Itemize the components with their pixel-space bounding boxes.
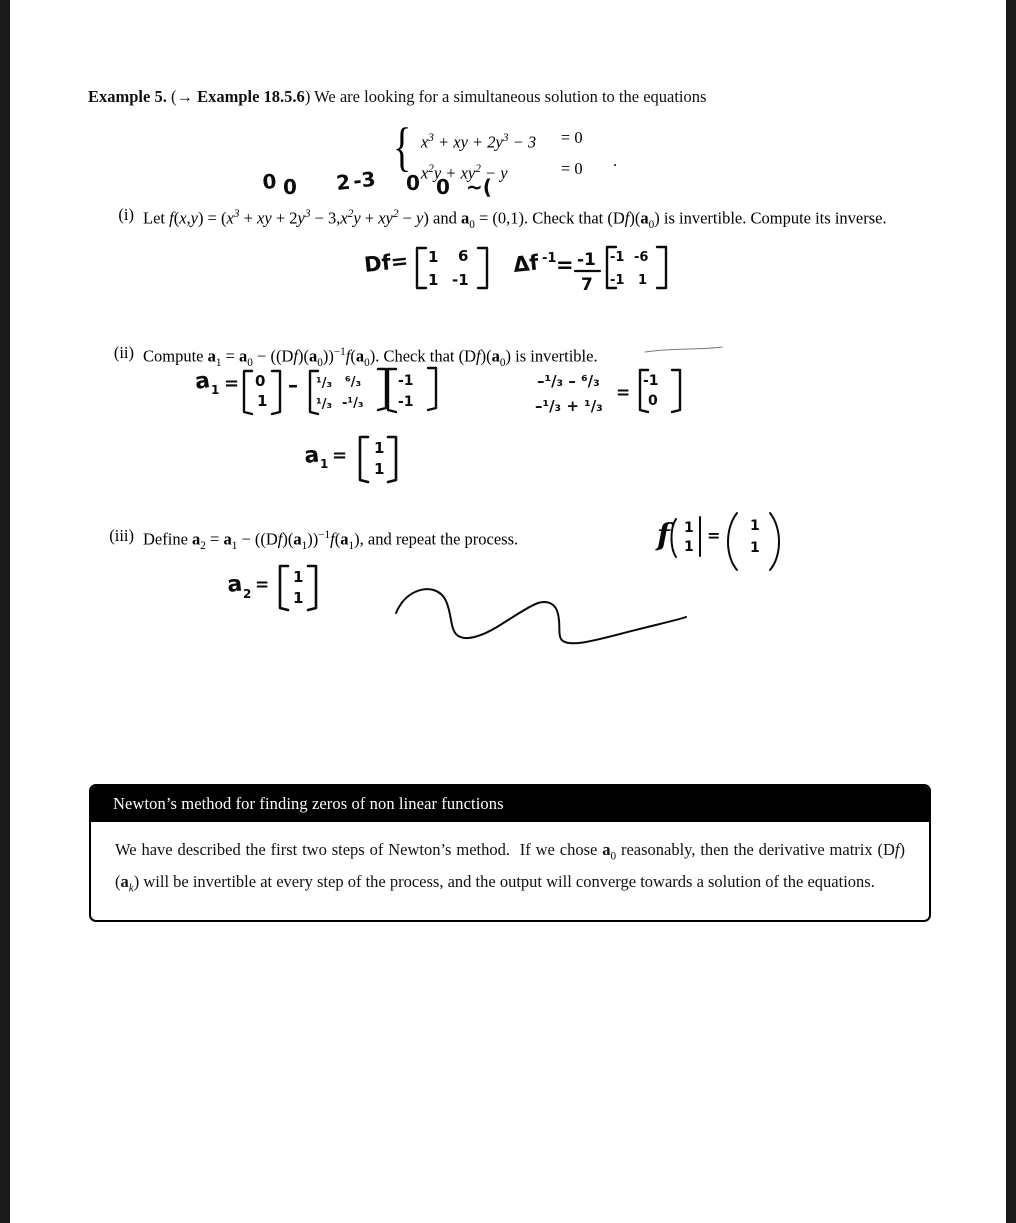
example-heading-sentence: We are looking for a simultaneous solution to the equations — [314, 87, 707, 106]
ink-jacobian-a21: 1 — [428, 271, 439, 289]
ink-eqmark-0c: 0 — [406, 171, 420, 195]
list-item-iii — [100, 524, 720, 558]
item-number: (iii) — [109, 526, 134, 545]
ink-eqmark-0d: 0 — [436, 175, 450, 199]
ink-a1-e1: 1 — [374, 439, 385, 457]
callout-title: Newton’s method for finding zeros of non linear functions — [91, 786, 929, 822]
item-number: (i) — [118, 205, 134, 224]
system-brace: { — [393, 117, 412, 177]
equation-lhs: $x^2y + xy^2 - y$ — [420, 162, 508, 182]
equation-trailing-period: . — [613, 151, 618, 170]
ink-eqmark-minus1: ~( — [466, 175, 492, 199]
ink-check-output-paren-left — [728, 513, 737, 570]
equation-row — [421, 125, 605, 156]
ink-jacobian-a11: 1 — [428, 248, 439, 266]
ink-check-f-label: f — [657, 518, 670, 553]
ink-jacobian-a22: -1 — [452, 271, 469, 289]
ink-step1-m22: -¹/₃ — [342, 396, 364, 411]
equation-lhs: $x^3$ + xy + $2y^3 - 3$ — [420, 132, 537, 152]
ink-step1-a0-e1: 0 — [255, 372, 266, 390]
ink-jacobian-a12: 6 — [458, 247, 469, 265]
ink-step1-m12: ⁶/₃ — [345, 375, 362, 390]
example-reference-open: (→ — [170, 87, 198, 106]
ink-step1-vec-bracket-left — [388, 369, 396, 412]
ink-step1-m11: ¹/₃ — [316, 376, 333, 391]
ink-step1-v1: -1 — [398, 373, 414, 389]
example-heading — [88, 86, 706, 108]
ink-jacobian-bracket-right — [478, 248, 487, 288]
ink-step1-a0-e2: 1 — [257, 392, 268, 410]
ink-step1-minus: – — [288, 373, 298, 397]
item-text: Let $f(x,y) = (x^3$ + xy + $2y^3 - 3,x^2y + xy^2 - y$) and $a_0 = (0,1)$. Check that $(Df)(a_0)$ is invertible. Compute its inverse. — [143, 208, 887, 231]
ink-step1-label: a — [193, 368, 212, 395]
ink-jacobian-bracket-left — [417, 248, 426, 288]
ink-step1-a0-bracket-left — [244, 371, 252, 414]
ink-a1-label: a — [303, 442, 321, 469]
ink-eqmark-0a: 0 — [261, 169, 278, 194]
ink-a2-label: a — [226, 571, 244, 598]
item-number: (ii) — [113, 343, 134, 362]
example-heading-label: Example 5. — [88, 87, 167, 106]
ink-a2-equals: = — [255, 575, 270, 595]
ink-step1-matrix-bracket-right — [378, 369, 386, 410]
ink-jacobian-inverse-equals: = — [556, 253, 574, 277]
example-reference: Example 18.5.6 — [197, 87, 305, 106]
ink-jacobian-inverse-label: Δf — [512, 250, 540, 277]
ink-work-equals: = — [616, 383, 631, 403]
equation-rhs: = 0 — [560, 158, 583, 178]
ink-check-input-e1: 1 — [684, 520, 694, 536]
ink-step1-label-sub: 1 — [211, 383, 220, 397]
ink-a1-bracket-left — [360, 437, 368, 482]
ink-inverse-a22: 1 — [638, 273, 648, 288]
ink-check-input-e2: 1 — [684, 539, 694, 555]
item-text: Compute $a_1 = a_0 - ((Df)(a_0))^{-1}f(a_0)$. Check that $(Df)(a_0)$ is invertible. — [143, 346, 598, 369]
item-text: Define $a_2 = a_1 - ((Df)(a_1))^{-1}f(a_1)$, and repeat the process. — [143, 529, 519, 552]
callout-body: We have described the first two steps of Newton’s method. If we chose $a_0$ reasonably, then the derivative matrix $(Df)(a_k)$ will be invertible at every step of the process, and the output will converge towards a solution of the equations. — [115, 840, 905, 895]
ink-a2-e2: 1 — [293, 589, 304, 607]
ink-a1-bracket-right — [388, 437, 396, 482]
ink-eqmark-minus3: -3 — [352, 166, 377, 193]
ink-check-output-e2: 1 — [750, 540, 760, 556]
ink-a1-e2: 1 — [374, 460, 385, 478]
ink-inverse-bracket-right — [657, 247, 666, 288]
ink-check-output-paren-right — [770, 513, 779, 570]
ink-inverse-a12: -6 — [634, 250, 649, 265]
ink-check-output-e1: 1 — [750, 518, 760, 534]
list-item-ii — [100, 341, 800, 375]
ink-inverse-a11: -1 — [610, 250, 625, 265]
callout-box — [89, 784, 931, 922]
ink-jacobian-inverse-exponent: -1 — [542, 251, 557, 266]
ink-step1-m21: ¹/₃ — [316, 397, 333, 412]
ink-eqmark-2: 2 — [335, 169, 352, 195]
ink-work-result-e1: -1 — [643, 373, 659, 389]
list-item-i — [100, 203, 940, 237]
ink-step1-matrix-bracket-left — [310, 371, 318, 414]
ink-inverse-a21: -1 — [610, 273, 625, 288]
ink-work-line2: –¹/₃ + ¹/₃ — [535, 397, 603, 415]
ink-step1-equals: = — [224, 373, 240, 394]
equation-row — [421, 156, 605, 187]
ink-a1-equals: = — [332, 445, 348, 466]
ink-eqmark-0b: 0 — [283, 175, 297, 199]
ink-a2-label-sub: 2 — [243, 587, 252, 601]
ink-work-result-bracket-left — [640, 370, 648, 412]
ink-work-result-e2: 0 — [648, 393, 658, 409]
page-right-edge-bar — [1006, 0, 1016, 1223]
page-left-edge-bar — [0, 0, 10, 1223]
ink-a1-label-sub: 1 — [320, 457, 329, 471]
ink-inverse-scalar-denominator: 7 — [581, 275, 593, 295]
ink-step1-a0-bracket-right — [272, 371, 280, 414]
ink-work-line1: –¹/₃ – ⁶/₃ — [537, 372, 600, 390]
ink-a2-bracket-right — [308, 566, 316, 610]
ink-check-equals: = — [707, 526, 721, 545]
ink-step1-v2: -1 — [398, 394, 414, 410]
ink-inverse-scalar-numerator: -1 — [577, 250, 596, 270]
ink-inverse-bracket-left — [607, 247, 616, 288]
ink-work-result-bracket-right — [672, 370, 680, 412]
ink-a2-e1: 1 — [293, 568, 304, 586]
equation-rhs: = 0 — [560, 128, 583, 147]
ink-a2-bracket-left — [280, 566, 288, 610]
ink-jacobian-label: Df= — [363, 248, 410, 277]
ink-freehand-squiggle — [396, 589, 686, 643]
equation-system — [393, 117, 605, 186]
example-reference-close: ) — [304, 87, 315, 106]
